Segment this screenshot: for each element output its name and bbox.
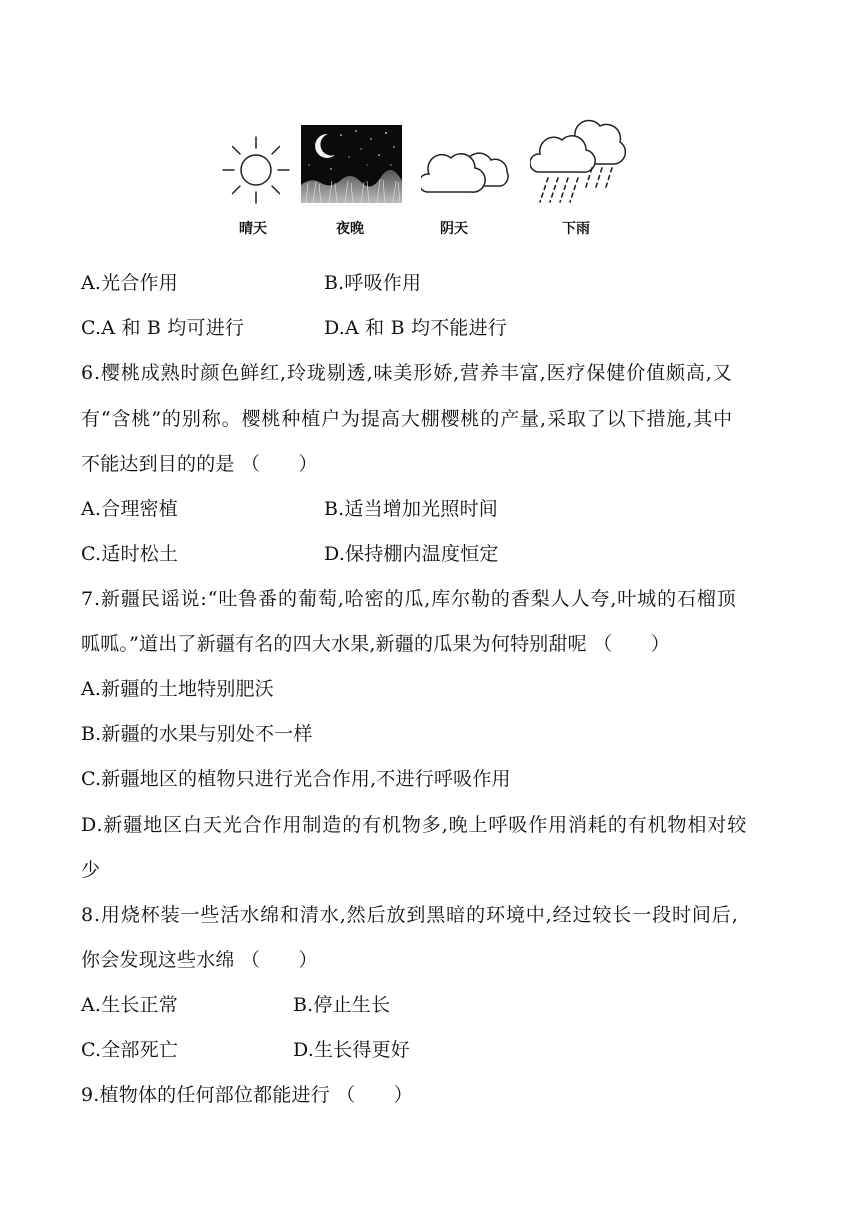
q6-option-d[interactable]: D.保持棚内温度恒定 [324, 543, 499, 565]
q8-option-b[interactable]: B.停止生长 [293, 994, 391, 1016]
q6-option-c[interactable]: C.适时松土 [81, 543, 179, 565]
q5-option-d[interactable]: D.A 和 B 均不能进行 [324, 317, 507, 339]
q8-option-a-row [81, 992, 391, 1018]
q5-option-b[interactable]: B.呼吸作用 [324, 272, 422, 294]
q6-option-b[interactable]: B.适当增加光照时间 [324, 498, 499, 520]
q8-option-c[interactable]: C.全部死亡 [81, 1039, 179, 1061]
q7-option-a[interactable]: A.新疆的土地特别肥沃 [81, 678, 274, 700]
q5-option-c-row [81, 315, 507, 341]
weather-label-night: 夜晚 [336, 221, 364, 237]
q5-option-a[interactable]: A.光合作用 [81, 272, 178, 294]
rain-icon [530, 116, 626, 204]
q6-stem-line2: 有“含桃”的别称。樱桃种植户为提高大棚樱桃的产量,采取了以下措施,其中 [81, 408, 734, 430]
q9-stem-line1: 9.植物体的任何部位都能进行 （ ） [81, 1084, 413, 1106]
weather-label-sunny: 晴天 [239, 221, 267, 237]
q8-stem-line2: 你会发现这些水绵 （ ） [81, 949, 318, 971]
q5-option-a-row [81, 270, 422, 296]
q6-stem-line3: 不能达到目的的是 （ ） [81, 453, 318, 475]
q8-option-d[interactable]: D.生长得更好 [293, 1039, 410, 1061]
night-moon-icon [301, 125, 402, 203]
q7-option-c[interactable]: C.新疆地区的植物只进行光合作用,不进行呼吸作用 [81, 768, 511, 790]
q6-option-c-row [81, 541, 499, 567]
q8-stem-line1: 8.用烧杯装一些活水绵和清水,然后放到黑暗的环境中,经过较长一段时间后, [81, 904, 739, 926]
weather-label-rain: 下雨 [562, 221, 590, 237]
q8-option-a[interactable]: A.生长正常 [81, 994, 178, 1016]
weather-label-cloudy: 阴天 [440, 221, 468, 237]
q7-option-d-line1[interactable]: D.新疆地区白天光合作用制造的有机物多,晚上呼吸作用消耗的有机物相对较 [81, 814, 748, 836]
q7-option-d-line2[interactable]: 少 [81, 859, 101, 881]
q7-stem-line2: 呱呱。”道出了新疆有名的四大水果,新疆的瓜果为何特别甜呢 （ ） [81, 633, 670, 655]
q6-stem-line1: 6.樱桃成熟时颜色鲜红,玲珑剔透,味美形娇,营养丰富,医疗保健价值颇高,又 [81, 362, 733, 384]
weather-figure [0, 0, 860, 250]
q7-stem-line1: 7.新疆民谣说:“吐鲁番的葡萄,哈密的瓜,库尔勒的香梨人人夸,叶城的石榴顶 [81, 588, 737, 610]
q8-option-c-row [81, 1037, 410, 1063]
cloud-icon [421, 138, 511, 198]
q5-option-c[interactable]: C.A 和 B 均可进行 [81, 317, 245, 339]
q7-option-b[interactable]: B.新疆的水果与别处不一样 [81, 723, 313, 745]
q6-option-a[interactable]: A.合理密植 [81, 498, 178, 520]
sun-icon [220, 134, 292, 206]
q6-option-a-row [81, 496, 499, 522]
